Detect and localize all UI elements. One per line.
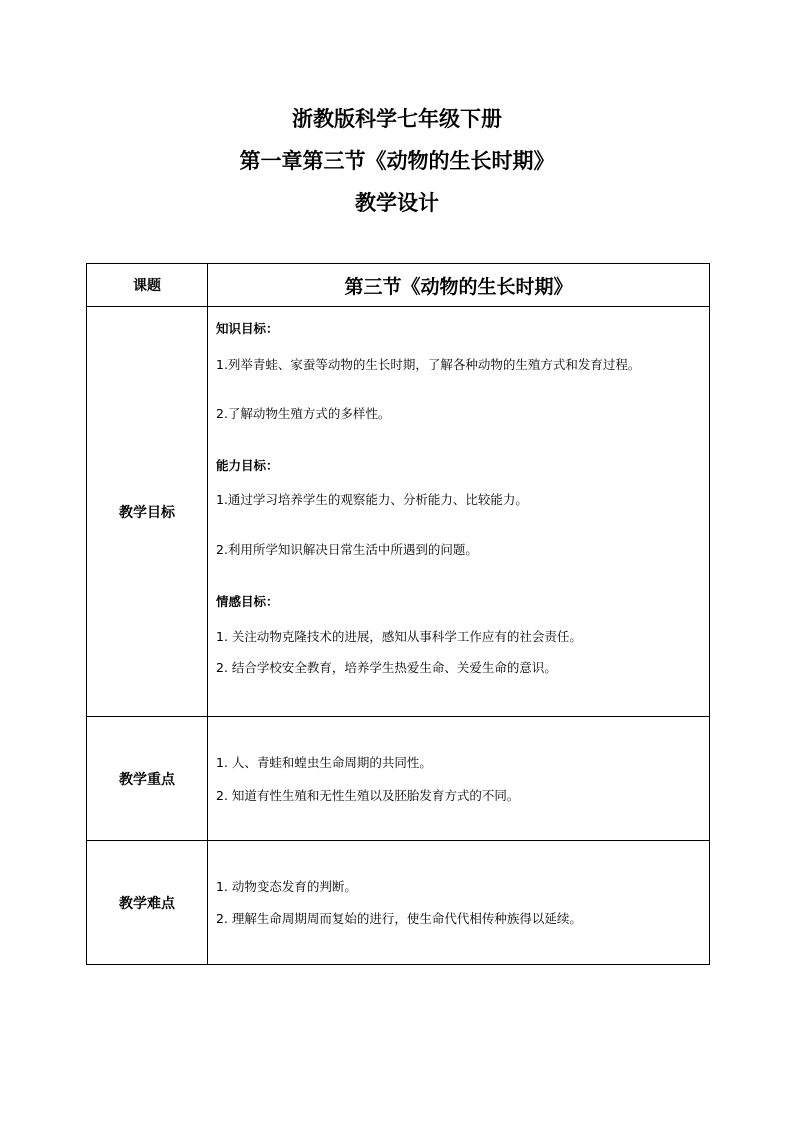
emotion-item-1: 1. 关注动物克隆技术的进展，感知从事科学工作应有的社会责任。: [216, 629, 582, 644]
table-row-topic: [87, 264, 710, 307]
lesson-plan-table: [86, 263, 710, 965]
ability-heading: 能力目标：: [216, 458, 279, 473]
table-row-key-points: [87, 717, 710, 841]
document-title-line-1: 浙教版科学七年级下册: [292, 107, 502, 131]
knowledge-item-2: 2.了解动物生殖方式的多样性。: [216, 406, 391, 421]
document-title-line-3: 教学设计: [355, 191, 439, 215]
difficulties-content: [208, 841, 710, 965]
topic-label: 课题: [87, 264, 208, 307]
objectives-content: [208, 307, 710, 717]
key-point-item-2: 2. 知道有性生殖和无性生殖以及胚胎发育方式的不同。: [216, 788, 520, 803]
table-row-difficulties: [87, 841, 710, 965]
key-point-item-1: 1. 人、青蛙和蝗虫生命周期的共同性。: [216, 755, 432, 770]
knowledge-item-1: 1.列举青蛙、家蚕等动物的生长时期，了解各种动物的生殖方式和发育过程。: [216, 357, 641, 372]
ability-item-1: 1.通过学习培养学生的观察能力、分析能力、比较能力。: [216, 492, 528, 507]
difficulties-label: 教学难点: [87, 841, 208, 965]
objectives-label: 教学目标: [87, 307, 208, 717]
ability-item-2: 2.利用所学知识解决日常生活中所遇到的问题。: [216, 542, 478, 557]
document-title-line-2: 第一章第三节《动物的生长时期》: [239, 149, 555, 173]
topic-value: 第三节《动物的生长时期》: [208, 264, 710, 307]
difficulty-item-2: 2. 理解生命周期周而复始的进行，使生命代代相传种族得以延续。: [216, 911, 582, 926]
difficulty-item-1: 1. 动物变态发育的判断。: [216, 879, 357, 894]
emotion-heading: 情感目标：: [216, 594, 279, 609]
key-points-label: 教学重点: [87, 717, 208, 841]
emotion-item-2: 2. 结合学校安全教育，培养学生热爱生命、关爱生命的意识。: [216, 660, 557, 675]
table-row-objectives: [87, 307, 710, 717]
knowledge-heading: 知识目标：: [216, 321, 279, 336]
key-points-content: [208, 717, 710, 841]
